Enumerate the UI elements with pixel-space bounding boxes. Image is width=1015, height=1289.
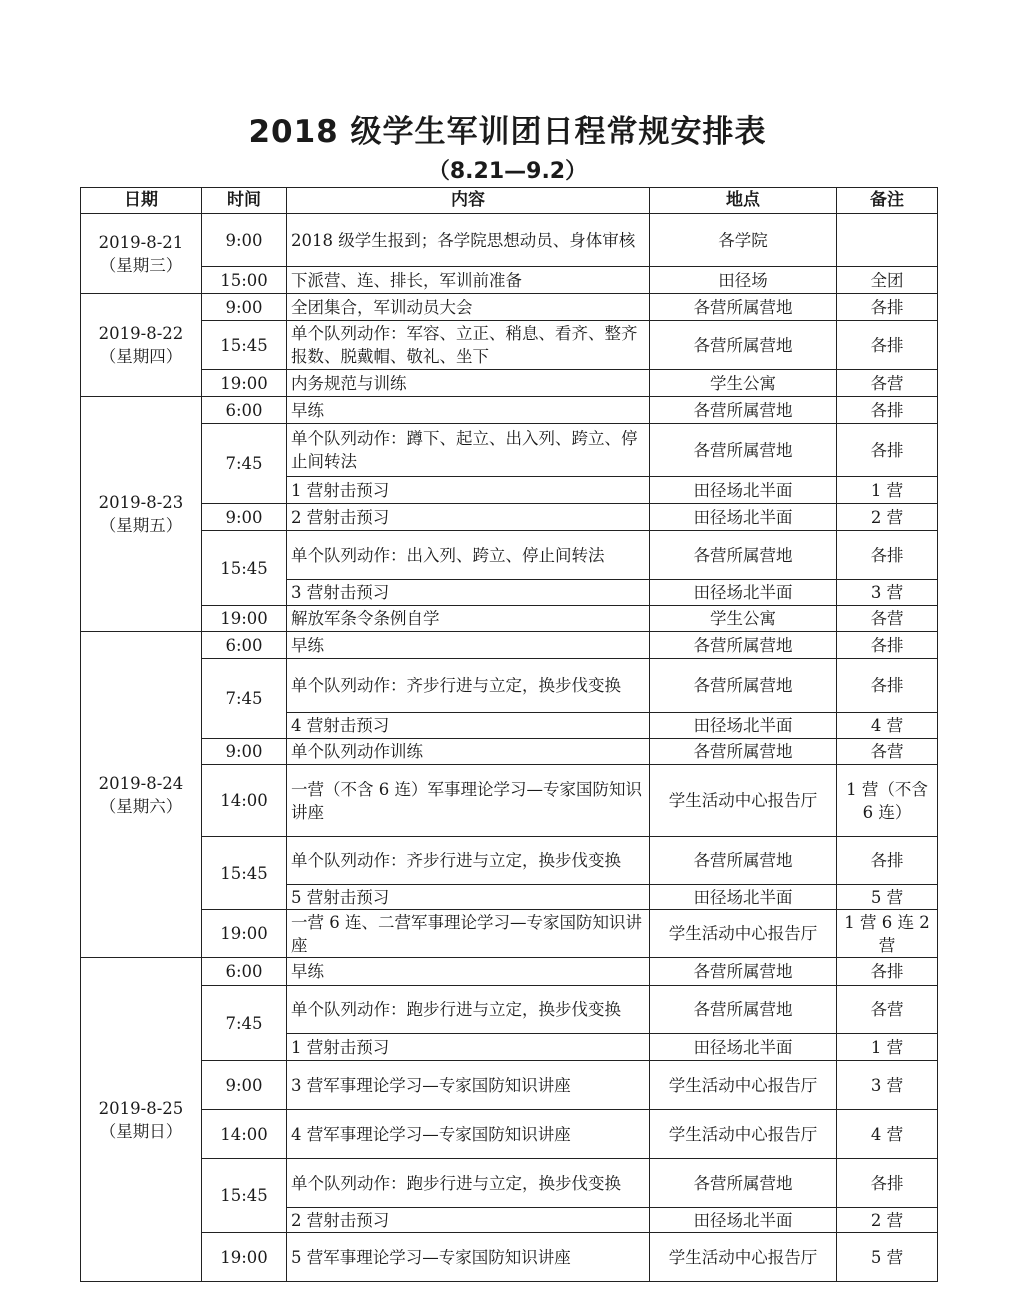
date-cell: 2019-8-23 （星期五） (81, 397, 202, 632)
note-cell: 3 营 (837, 580, 938, 606)
time-cell: 6:00 (202, 632, 287, 659)
note-cell: 5 营 (837, 1233, 938, 1282)
place-cell: 各营所属营地 (650, 1159, 837, 1208)
content-cell: 早练 (287, 632, 650, 659)
header-time: 时间 (202, 188, 287, 214)
table-row (81, 986, 938, 1034)
time-cell: 19:00 (202, 606, 287, 632)
time-cell: 9:00 (202, 739, 287, 765)
content-cell: 5 营射击预习 (287, 885, 650, 910)
place-cell: 田径场北半面 (650, 504, 837, 531)
content-cell: 一营 6 连、二营军事理论学习—专家国防知识讲座 (287, 910, 650, 958)
content-cell: 单个队列动作：出入列、跨立、停止间转法 (287, 531, 650, 580)
note-cell: 1 营 6 连 2 营 (837, 910, 938, 958)
content-cell: 一营（不含 6 连）军事理论学习—专家国防知识讲座 (287, 765, 650, 837)
place-cell: 各营所属营地 (650, 739, 837, 765)
table-row (81, 837, 938, 885)
place-cell: 学生公寓 (650, 606, 837, 632)
time-cell: 15:45 (202, 1159, 287, 1233)
place-cell: 学生活动中心报告厅 (650, 765, 837, 837)
note-cell: 5 营 (837, 885, 938, 910)
table-row (81, 397, 938, 424)
content-cell: 3 营军事理论学习—专家国防知识讲座 (287, 1061, 650, 1110)
time-cell: 9:00 (202, 504, 287, 531)
time-cell: 7:45 (202, 986, 287, 1061)
time-cell: 15:45 (202, 321, 287, 370)
time-cell: 9:00 (202, 1061, 287, 1110)
note-cell: 4 营 (837, 713, 938, 739)
place-cell: 学生公寓 (650, 370, 837, 397)
place-cell: 各营所属营地 (650, 294, 837, 321)
table-row (81, 214, 938, 267)
note-cell: 全团 (837, 267, 938, 294)
place-cell: 各营所属营地 (650, 632, 837, 659)
note-cell: 各营 (837, 986, 938, 1034)
place-cell: 田径场北半面 (650, 1208, 837, 1233)
table-row (81, 531, 938, 580)
place-cell: 田径场北半面 (650, 713, 837, 739)
note-cell: 各排 (837, 1159, 938, 1208)
time-cell: 19:00 (202, 1233, 287, 1282)
note-cell: 各营 (837, 370, 938, 397)
place-cell: 各营所属营地 (650, 531, 837, 580)
place-cell: 学生活动中心报告厅 (650, 1233, 837, 1282)
content-cell: 单个队列动作：军容、立正、稍息、看齐、整齐报数、脱戴帽、敬礼、坐下 (287, 321, 650, 370)
content-cell: 早练 (287, 958, 650, 986)
place-cell: 田径场北半面 (650, 1034, 837, 1061)
time-cell: 19:00 (202, 910, 287, 958)
place-cell: 田径场 (650, 267, 837, 294)
content-cell: 单个队列动作：蹲下、起立、出入列、跨立、停止间转法 (287, 424, 650, 477)
place-cell: 各营所属营地 (650, 659, 837, 713)
page-subtitle: （8.21—9.2） (427, 159, 588, 184)
note-cell: 2 营 (837, 1208, 938, 1233)
table-row (81, 321, 938, 370)
header-date: 日期 (81, 188, 202, 214)
table-row (81, 370, 938, 397)
place-cell: 田径场北半面 (650, 580, 837, 606)
note-cell: 各排 (837, 958, 938, 986)
time-cell: 19:00 (202, 370, 287, 397)
header-content: 内容 (287, 188, 650, 214)
table-row (81, 659, 938, 713)
place-cell: 学生活动中心报告厅 (650, 1061, 837, 1110)
time-cell: 9:00 (202, 214, 287, 267)
content-cell: 2 营射击预习 (287, 504, 650, 531)
content-cell: 单个队列动作训练 (287, 739, 650, 765)
time-cell: 15:45 (202, 531, 287, 606)
time-cell: 15:00 (202, 267, 287, 294)
content-cell: 3 营射击预习 (287, 580, 650, 606)
content-cell: 全团集合，军训动员大会 (287, 294, 650, 321)
table-row (81, 632, 938, 659)
note-cell: 各排 (837, 632, 938, 659)
note-cell: 3 营 (837, 1061, 938, 1110)
page-title: 2018 级学生军训团日程常规安排表 (248, 114, 767, 150)
table-row (81, 267, 938, 294)
note-cell: 各排 (837, 424, 938, 477)
place-cell: 田径场北半面 (650, 477, 837, 504)
date-cell: 2019-8-24 （星期六） (81, 632, 202, 958)
table-row (81, 910, 938, 958)
content-cell: 解放军条令条例自学 (287, 606, 650, 632)
content-cell: 单个队列动作：齐步行进与立定，换步伐变换 (287, 837, 650, 885)
content-cell: 2 营射击预习 (287, 1208, 650, 1233)
time-cell: 15:45 (202, 837, 287, 910)
table-row (81, 424, 938, 477)
place-cell: 学生活动中心报告厅 (650, 1110, 837, 1159)
note-cell: 2 营 (837, 504, 938, 531)
place-cell: 各学院 (650, 214, 837, 267)
place-cell: 学生活动中心报告厅 (650, 910, 837, 958)
content-cell: 1 营射击预习 (287, 1034, 650, 1061)
header-row (81, 188, 938, 214)
note-cell: 各排 (837, 531, 938, 580)
content-cell: 2018 级学生报到；各学院思想动员、身体审核 (287, 214, 650, 267)
place-cell: 田径场北半面 (650, 885, 837, 910)
content-cell: 4 营军事理论学习—专家国防知识讲座 (287, 1110, 650, 1159)
content-cell: 5 营军事理论学习—专家国防知识讲座 (287, 1233, 650, 1282)
place-cell: 各营所属营地 (650, 424, 837, 477)
time-cell: 7:45 (202, 424, 287, 504)
table-row (81, 958, 938, 986)
place-cell: 各营所属营地 (650, 397, 837, 424)
note-cell: 各排 (837, 837, 938, 885)
content-cell: 单个队列动作：跑步行进与立定，换步伐变换 (287, 986, 650, 1034)
table-row (81, 606, 938, 632)
time-cell: 6:00 (202, 958, 287, 986)
place-cell: 各营所属营地 (650, 837, 837, 885)
content-cell: 早练 (287, 397, 650, 424)
table-row (81, 1159, 938, 1208)
content-cell: 单个队列动作：跑步行进与立定，换步伐变换 (287, 1159, 650, 1208)
table-row (81, 1233, 938, 1282)
note-cell: 各营 (837, 739, 938, 765)
date-cell: 2019-8-21 （星期三） (81, 214, 202, 294)
note-cell: 各排 (837, 397, 938, 424)
date-cell: 2019-8-25 （星期日） (81, 958, 202, 1282)
place-cell: 各营所属营地 (650, 958, 837, 986)
header-note: 备注 (837, 188, 938, 214)
note-cell: 1 营（不含 6 连） (837, 765, 938, 837)
place-cell: 各营所属营地 (650, 321, 837, 370)
note-cell (837, 214, 938, 267)
table-row (81, 504, 938, 531)
time-cell: 9:00 (202, 294, 287, 321)
note-cell: 各排 (837, 321, 938, 370)
time-cell: 14:00 (202, 765, 287, 837)
note-cell: 1 营 (837, 477, 938, 504)
note-cell: 各排 (837, 294, 938, 321)
schedule-table (80, 187, 938, 1282)
note-cell: 各营 (837, 606, 938, 632)
place-cell: 各营所属营地 (650, 986, 837, 1034)
header-place: 地点 (650, 188, 837, 214)
date-cell: 2019-8-22 （星期四） (81, 294, 202, 397)
content-cell: 下派营、连、排长，军训前准备 (287, 267, 650, 294)
note-cell: 4 营 (837, 1110, 938, 1159)
time-cell: 6:00 (202, 397, 287, 424)
table-row (81, 1061, 938, 1110)
content-cell: 单个队列动作：齐步行进与立定，换步伐变换 (287, 659, 650, 713)
time-cell: 14:00 (202, 1110, 287, 1159)
content-cell: 1 营射击预习 (287, 477, 650, 504)
time-cell: 7:45 (202, 659, 287, 739)
table-row (81, 739, 938, 765)
note-cell: 1 营 (837, 1034, 938, 1061)
content-cell: 4 营射击预习 (287, 713, 650, 739)
note-cell: 各排 (837, 659, 938, 713)
table-row (81, 765, 938, 837)
table-row (81, 1110, 938, 1159)
table-row (81, 294, 938, 321)
content-cell: 内务规范与训练 (287, 370, 650, 397)
